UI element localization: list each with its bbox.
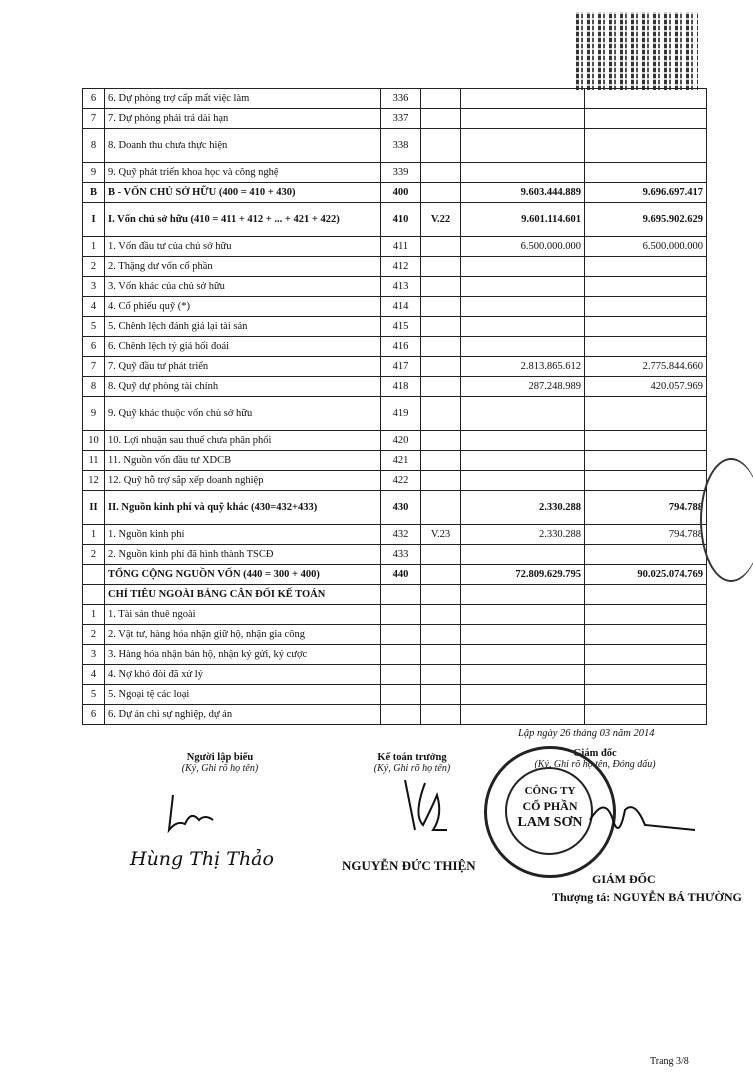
row-end-balance [461,625,585,645]
sign-date: Lập ngày 26 tháng 03 năm 2014 [518,728,655,739]
row-label: B - VỐN CHỦ SỞ HỮU (400 = 410 + 430) [105,183,381,203]
row-note [421,183,461,203]
row-begin-balance [585,317,707,337]
row-label: 9. Quỹ phát triển khoa học và công nghệ [105,163,381,183]
row-label: 1. Tài sản thuê ngoài [105,605,381,625]
row-number: 8 [83,129,105,163]
row-number: 7 [83,357,105,377]
row-code: 339 [381,163,421,183]
row-end-balance: 72.809.629.795 [461,565,585,585]
row-note [421,585,461,605]
row-number: 2 [83,545,105,565]
row-end-balance [461,605,585,625]
table-row [83,337,707,357]
row-number: 8 [83,377,105,397]
row-number: 1 [83,525,105,545]
table-row [83,605,707,625]
table-row [83,129,707,163]
row-number: 5 [83,685,105,705]
row-end-balance [461,163,585,183]
row-number [83,585,105,605]
row-end-balance [461,89,585,109]
row-number: 3 [83,645,105,665]
row-label: 5. Ngoại tệ các loại [105,685,381,705]
row-label: 4. Nợ khó đòi đã xử lý [105,665,381,685]
row-note [421,625,461,645]
table-row [83,585,707,605]
row-label: 3. Vốn khác của chủ sở hữu [105,277,381,297]
table-row [83,545,707,565]
table-row [83,109,707,129]
row-label: 8. Quỹ dự phòng tài chính [105,377,381,397]
row-begin-balance [585,337,707,357]
table-row [83,645,707,665]
row-begin-balance [585,109,707,129]
preparer-role: Người lập biểu [186,752,254,763]
row-number: 2 [83,625,105,645]
seal-line-1: CÔNG TY [524,785,576,797]
row-begin-balance [585,129,707,163]
row-begin-balance [585,625,707,645]
row-code: 430 [381,491,421,525]
row-number: 1 [83,237,105,257]
row-code: 410 [381,203,421,237]
table-row [83,277,707,297]
row-end-balance [461,397,585,431]
row-begin-balance: 9.695.902.629 [585,203,707,237]
row-note: V.23 [421,525,461,545]
row-label: II. Nguồn kinh phí và quỹ khác (430=432+433) [105,491,381,525]
row-note [421,317,461,337]
row-note [421,471,461,491]
side-seal-stamp [700,458,753,582]
row-end-balance [461,257,585,277]
row-end-balance [461,585,585,605]
row-note [421,277,461,297]
row-number [83,565,105,585]
table-row [83,491,707,525]
row-end-balance [461,451,585,471]
row-number: I [83,203,105,237]
row-end-balance [461,665,585,685]
row-end-balance: 9.601.114.601 [461,203,585,237]
row-label: 2. Thặng dư vốn cổ phần [105,257,381,277]
row-note [421,685,461,705]
row-number: 10 [83,431,105,451]
row-begin-balance [585,163,707,183]
row-number: 6 [83,705,105,725]
row-note [421,297,461,317]
row-end-balance [461,645,585,665]
row-code: 337 [381,109,421,129]
preparer-signature-mark [165,790,225,840]
row-code: 416 [381,337,421,357]
seal-line-3: LAM SƠN [517,815,583,830]
director-name: Thượng tá: NGUYỄN BÁ THƯỜNG [552,890,742,904]
row-label: 7. Quỹ đầu tư phát triển [105,357,381,377]
row-label: CHỈ TIÊU NGOÀI BẢNG CÂN ĐỐI KẾ TOÁN [105,585,381,605]
row-code: 338 [381,129,421,163]
row-code: 400 [381,183,421,203]
row-code [381,665,421,685]
balance-sheet-table [82,88,707,725]
row-end-balance: 6.500.000.000 [461,237,585,257]
row-begin-balance [585,605,707,625]
row-code [381,685,421,705]
row-note [421,163,461,183]
row-begin-balance [585,471,707,491]
row-note [421,357,461,377]
row-note [421,89,461,109]
preparer-name: Hùng Thị Thảo [130,848,274,870]
row-label: 3. Hàng hóa nhận bán hộ, nhận ký gửi, ký cược [105,645,381,665]
row-end-balance: 287.248.989 [461,377,585,397]
accountant-hint: (Ký, Ghi rõ họ tên) [373,763,451,774]
preparer-hint: (Ký, Ghi rõ họ tên) [181,763,259,774]
table-row [83,183,707,203]
row-label: I. Vốn chủ sở hữu (410 = 411 + 412 + ... + 421 + 422) [105,203,381,237]
row-note [421,605,461,625]
row-code: 421 [381,451,421,471]
row-end-balance [461,471,585,491]
row-begin-balance [585,257,707,277]
row-code: 422 [381,471,421,491]
row-end-balance: 2.330.288 [461,491,585,525]
row-number: 4 [83,665,105,685]
row-end-balance [461,545,585,565]
row-note [421,431,461,451]
table-row [83,431,707,451]
row-end-balance [461,109,585,129]
row-begin-balance [585,277,707,297]
table-row [83,705,707,725]
row-label: 4. Cổ phiếu quỹ (*) [105,297,381,317]
row-label: 12. Quỹ hỗ trợ sắp xếp doanh nghiệp [105,471,381,491]
row-note [421,565,461,585]
row-number: 3 [83,277,105,297]
row-number: 9 [83,163,105,183]
row-end-balance [461,297,585,317]
row-code: 417 [381,357,421,377]
row-code: 336 [381,89,421,109]
row-begin-balance [585,89,707,109]
row-code: 415 [381,317,421,337]
row-end-balance [461,337,585,357]
row-number: 7 [83,109,105,129]
row-label: 6. Chênh lệch tỷ giá hối đoái [105,337,381,357]
row-begin-balance [585,297,707,317]
row-begin-balance: 90.025.074.769 [585,565,707,585]
row-note [421,397,461,431]
row-end-balance [461,277,585,297]
row-note [421,109,461,129]
row-begin-balance [585,585,707,605]
row-end-balance: 9.603.444.889 [461,183,585,203]
director-signature-mark [585,790,705,850]
row-code [381,585,421,605]
table-row [83,451,707,471]
table-row [83,685,707,705]
row-label: 8. Doanh thu chưa thực hiện [105,129,381,163]
row-code: 432 [381,525,421,545]
row-number: 6 [83,337,105,357]
table-row [83,357,707,377]
row-label: 11. Nguồn vốn đầu tư XDCB [105,451,381,471]
table-row [83,377,707,397]
row-begin-balance [585,451,707,471]
accountant-signature-mark [395,775,455,840]
row-code: 413 [381,277,421,297]
table-row [83,257,707,277]
row-code: 414 [381,297,421,317]
row-code [381,645,421,665]
row-label: 2. Nguồn kinh phí đã hình thành TSCĐ [105,545,381,565]
director-title: GIÁM ĐỐC [592,872,656,886]
row-number: 6 [83,89,105,109]
row-begin-balance [585,645,707,665]
row-label: 2. Vật tư, hàng hóa nhận giữ hộ, nhận gia công [105,625,381,645]
row-code [381,705,421,725]
row-number: 5 [83,317,105,337]
row-begin-balance [585,705,707,725]
row-note [421,545,461,565]
row-end-balance [461,705,585,725]
row-label: 7. Dự phòng phải trả dài hạn [105,109,381,129]
table-row [83,297,707,317]
row-note [421,337,461,357]
row-begin-balance [585,665,707,685]
row-code [381,625,421,645]
row-label: 1. Vốn đầu tư của chủ sở hữu [105,237,381,257]
row-number: 1 [83,605,105,625]
page-number: Trang 3/8 [650,1056,689,1067]
row-begin-balance: 6.500.000.000 [585,237,707,257]
row-begin-balance: 420.057.969 [585,377,707,397]
row-number: II [83,491,105,525]
barcode-sticker [576,12,698,90]
row-label: 1. Nguồn kinh phí [105,525,381,545]
row-end-balance [461,317,585,337]
table-row [83,471,707,491]
accountant-signature-block [352,752,472,774]
row-end-balance [461,685,585,705]
row-label: 9. Quỹ khác thuộc vốn chủ sở hữu [105,397,381,431]
table-row [83,625,707,645]
row-end-balance [461,129,585,163]
row-begin-balance: 2.775.844.660 [585,357,707,377]
table-row [83,317,707,337]
table-row [83,89,707,109]
row-label: 6. Dự án chi sự nghiệp, dự án [105,705,381,725]
row-code: 418 [381,377,421,397]
table-row [83,525,707,545]
accountant-role: Kế toán trưởng [377,752,447,763]
row-note [421,665,461,685]
row-number: B [83,183,105,203]
row-label: 6. Dự phòng trợ cấp mất việc làm [105,89,381,109]
table-row [83,163,707,183]
row-note [421,705,461,725]
row-note [421,257,461,277]
row-end-balance: 2.813.865.612 [461,357,585,377]
row-number: 4 [83,297,105,317]
row-note [421,129,461,163]
row-number: 9 [83,397,105,431]
row-note: V.22 [421,203,461,237]
table-row [83,203,707,237]
row-label: TỔNG CỘNG NGUỒN VỐN (440 = 300 + 400) [105,565,381,585]
row-number: 2 [83,257,105,277]
director-role: Giám đốc [573,748,617,759]
row-note [421,491,461,525]
row-code: 419 [381,397,421,431]
row-note [421,237,461,257]
row-begin-balance [585,397,707,431]
row-number: 12 [83,471,105,491]
table-row [83,237,707,257]
row-code: 411 [381,237,421,257]
row-label: 5. Chênh lệch đánh giá lại tài sản [105,317,381,337]
table-row [83,665,707,685]
row-number: 11 [83,451,105,471]
preparer-signature-block [150,752,290,774]
row-label: 10. Lợi nhuận sau thuế chưa phân phối [105,431,381,451]
row-note [421,645,461,665]
row-end-balance: 2.330.288 [461,525,585,545]
accountant-name: NGUYỄN ĐỨC THIỆN [342,858,476,873]
row-code: 412 [381,257,421,277]
table-row [83,565,707,585]
row-code: 433 [381,545,421,565]
row-code [381,605,421,625]
row-begin-balance [585,685,707,705]
row-note [421,377,461,397]
row-code: 420 [381,431,421,451]
director-hint: (Ký, Ghi rõ họ tên, Đóng dấu) [534,759,656,770]
row-code: 440 [381,565,421,585]
row-begin-balance: 9.696.697.417 [585,183,707,203]
seal-line-2: CỔ PHẦN [522,799,578,813]
row-end-balance [461,431,585,451]
row-begin-balance: 794.788 [585,491,707,525]
row-begin-balance [585,431,707,451]
table-row [83,397,707,431]
row-note [421,451,461,471]
row-begin-balance [585,545,707,565]
row-begin-balance: 794.788 [585,525,707,545]
